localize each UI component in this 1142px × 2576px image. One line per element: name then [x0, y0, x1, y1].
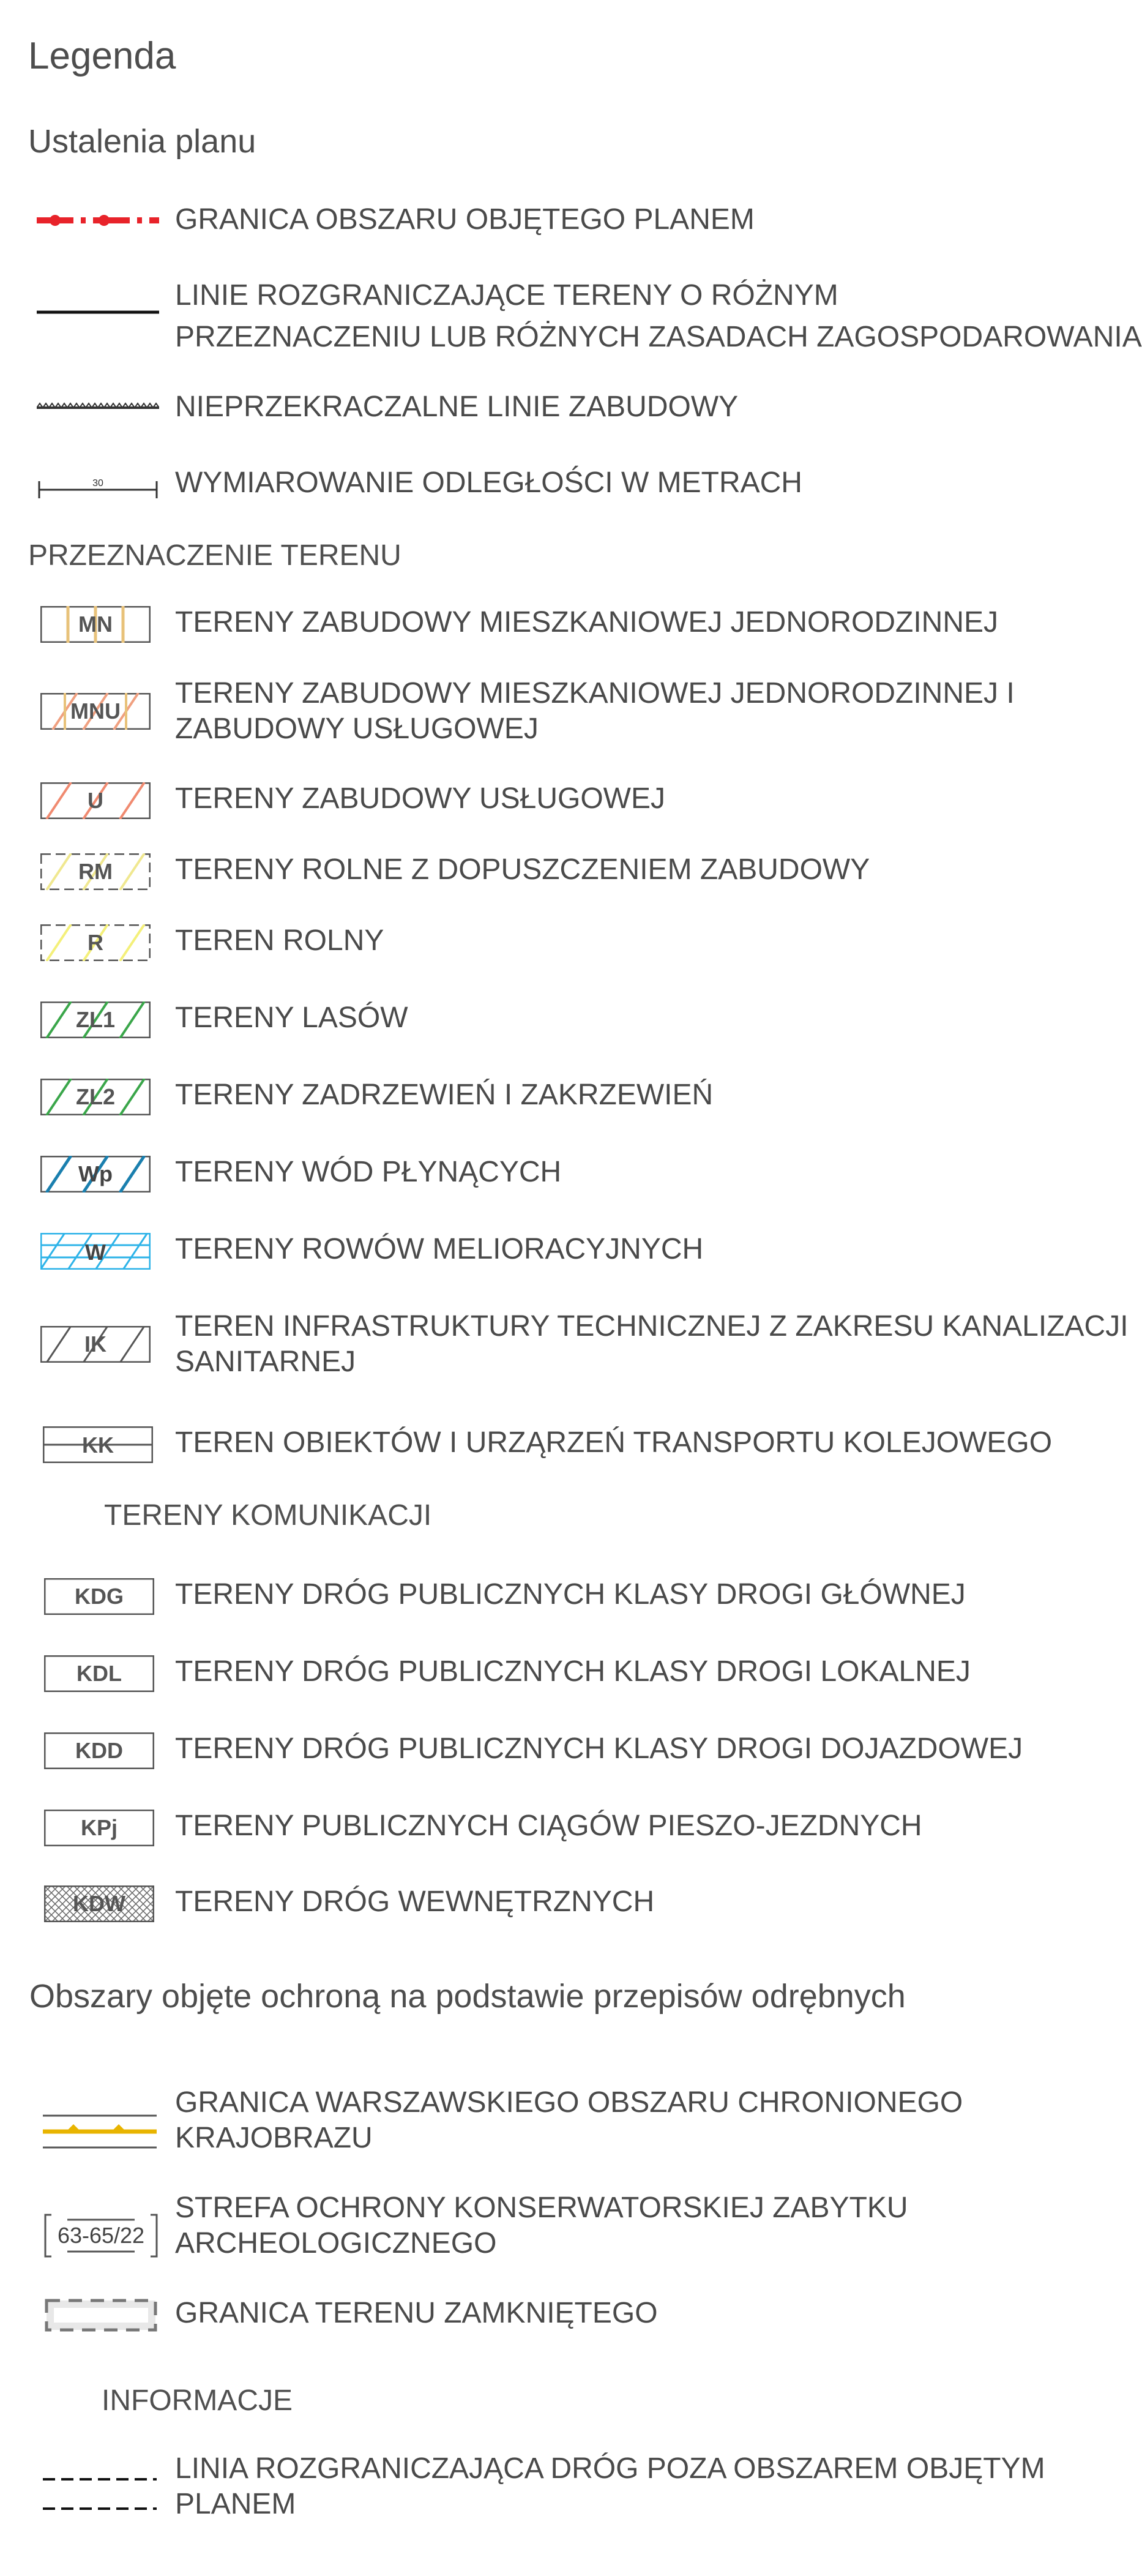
- outside-road-line-label-2: PLANEM: [175, 2488, 296, 2520]
- u-code: U: [88, 788, 103, 813]
- archaeology-zone-label-2: ARCHEOLOGICZNEGO: [175, 2227, 497, 2260]
- plan-boundary-symbol: [37, 208, 159, 233]
- r-symbol: [40, 924, 151, 961]
- kdg-symbol: [44, 1578, 154, 1615]
- zl1-code: ZL1: [75, 1007, 116, 1032]
- archaeology-zone-symbol: [43, 2212, 159, 2259]
- ik-symbol: [40, 1326, 151, 1363]
- land-use-heading: PRZEZNACZENIE TERENU: [28, 539, 401, 572]
- mn-code: MN: [78, 612, 113, 637]
- plan-boundary-label: GRANICA OBSZARU OBJĘTEGO PLANEM: [175, 203, 755, 236]
- outside-road-line-symbol: [43, 2474, 157, 2514]
- kpj-code: KPj: [80, 1815, 118, 1840]
- building-line-label: NIEPRZEKRACZALNE LINIE ZABUDOWY: [175, 391, 739, 423]
- wp-symbol: [40, 1156, 151, 1193]
- closed-area-symbol: [43, 2297, 159, 2334]
- kdg-label: TERENY DRÓG PUBLICZNYCH KLASY DROGI GŁÓWNEJ: [175, 1578, 966, 1611]
- kk-code: KK: [82, 1432, 114, 1458]
- zl1-label: TERENY LASÓW: [175, 1002, 408, 1034]
- dividing-line-symbol: [37, 306, 159, 318]
- landscape-boundary-label-2: KRAJOBRAZU: [175, 2122, 373, 2154]
- plan-section-heading: Ustalenia planu: [28, 123, 256, 160]
- legend-title: Legenda: [28, 35, 176, 77]
- kdw-symbol: [44, 1885, 154, 1922]
- kk-label: TEREN OBIEKTÓW I URZĄRZEŃ TRANSPORTU KOLEJOWEGO: [175, 1426, 1053, 1459]
- kk-symbol: [43, 1426, 153, 1463]
- w-label: TERENY ROWÓW MELIORACYJNYCH: [175, 1233, 704, 1265]
- kdw-code: KDW: [73, 1891, 125, 1916]
- kdg-code: KDG: [75, 1584, 124, 1609]
- transport-heading: TERENY KOMUNIKACJI: [104, 1499, 432, 1532]
- building-line-symbol: [37, 398, 159, 413]
- landscape-boundary-label-1: GRANICA WARSZAWSKIEGO OBSZARU CHRONIONEGO: [175, 2086, 963, 2119]
- kdl-code: KDL: [77, 1661, 122, 1686]
- zl2-code: ZL2: [75, 1084, 116, 1109]
- mn-label: TERENY ZABUDOWY MIESZKANIOWEJ JEDNORODZINNEJ: [175, 606, 999, 638]
- dividing-line-label-1: LINIE ROZGRANICZAJĄCE TERENY O RÓŻNYM: [175, 279, 838, 312]
- u-symbol: [40, 782, 151, 819]
- zl2-label: TERENY ZADRZEWIEŃ I ZAKRZEWIEŃ: [175, 1079, 714, 1111]
- rm-symbol: [40, 853, 151, 890]
- kdl-symbol: [44, 1655, 154, 1692]
- dimension-label: WYMIAROWANIE ODLEGŁOŚCI W METRACH: [175, 466, 802, 499]
- kdw-label: TERENY DRÓG WEWNĘTRZNYCH: [175, 1885, 655, 1918]
- zl1-symbol: [40, 1002, 151, 1038]
- rm-code: RM: [78, 859, 113, 884]
- mnu-symbol: [40, 693, 151, 730]
- kdl-label: TERENY DRÓG PUBLICZNYCH KLASY DROGI LOKALNEJ: [175, 1655, 971, 1688]
- outside-road-line-label-1: LINIA ROZGRANICZAJĄCA DRÓG POZA OBSZAREM OBJĘTYM: [175, 2452, 1045, 2485]
- dividing-line-label-2: PRZEZNACZENIU LUB RÓŻNYCH ZASADACH ZAGOSPODAROWANIA: [175, 321, 1142, 353]
- u-label: TERENY ZABUDOWY USŁUGOWEJ: [175, 782, 665, 815]
- archaeology-zone-label-1: STREFA OCHRONY KONSERWATORSKIEJ ZABYTKU: [175, 2192, 908, 2224]
- ik-code: IK: [84, 1331, 106, 1357]
- dimension-value: 30: [92, 478, 103, 489]
- w-code: W: [85, 1240, 106, 1265]
- landscape-boundary-symbol: [43, 2112, 157, 2151]
- rm-label: TERENY ROLNE Z DOPUSZCZENIEM ZABUDOWY: [175, 853, 870, 886]
- r-label: TEREN ROLNY: [175, 924, 384, 957]
- r-code: R: [88, 930, 103, 955]
- protection-heading: Obszary objęte ochroną na podstawie przepisów odrębnych: [29, 1978, 906, 2015]
- mnu-code: MNU: [70, 698, 121, 724]
- kdd-label: TERENY DRÓG PUBLICZNYCH KLASY DROGI DOJAZDOWEJ: [175, 1732, 1023, 1765]
- ik-label-2: SANITARNEJ: [175, 1346, 356, 1378]
- closed-area-label: GRANICA TERENU ZAMKNIĘTEGO: [175, 2297, 658, 2329]
- mnu-label-2: ZABUDOWY USŁUGOWEJ: [175, 713, 539, 745]
- kdd-symbol: [44, 1732, 154, 1769]
- archaeology-code: 63-65/22: [57, 2223, 145, 2248]
- wp-code: Wp: [78, 1161, 113, 1186]
- zl2-symbol: [40, 1079, 151, 1115]
- kdd-code: KDD: [75, 1738, 123, 1763]
- kpj-label: TERENY PUBLICZNYCH CIĄGÓW PIESZO-JEZDNYCH: [175, 1810, 922, 1842]
- w-symbol: [40, 1233, 151, 1270]
- ik-label-1: TEREN INFRASTRUKTURY TECHNICZNEJ Z ZAKRESU KANALIZACJI: [175, 1310, 1129, 1342]
- kpj-symbol: [44, 1810, 154, 1846]
- wp-label: TERENY WÓD PŁYNĄCYCH: [175, 1156, 562, 1188]
- info-heading: INFORMACJE: [102, 2384, 293, 2417]
- dimension-symbol: [37, 474, 159, 501]
- mn-symbol: [40, 606, 151, 643]
- mnu-label-1: TERENY ZABUDOWY MIESZKANIOWEJ JEDNORODZINNEJ I: [175, 677, 1015, 710]
